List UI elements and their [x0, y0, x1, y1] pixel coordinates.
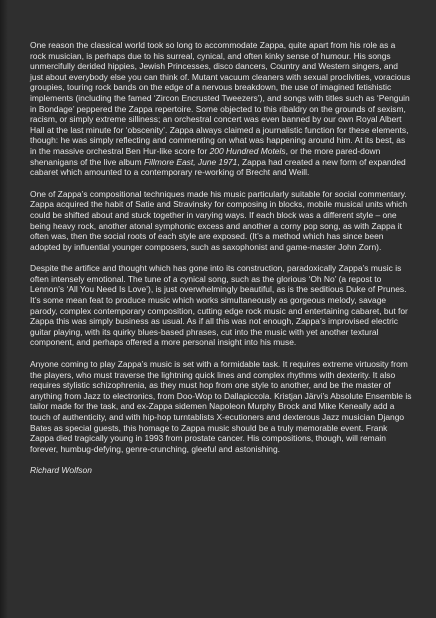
- paragraph-1: [30, 40, 412, 178]
- article-body: [30, 40, 412, 476]
- paragraph-3: [30, 263, 412, 348]
- p4-text: Anyone coming to play Zappa’s music is set with a formidable task. It requires extreme virtuosity from the players, who must traverse the lightning quick lines and complex rhythms with dexterity. It also requires stylistic schizophrenia, as they must hop from one style to another, and be the master of anything from Jazz to electronics, from Doo-Wop to Dallapiccola. Kristjan Järvi’s Absolute Ensemble is tailor made for the task, and ex-Zappa sidemen Napoleon Murphy Brock and Mike Keneally add a touch of authenticity, and with hip-hop turntablists X-ecutioners and dexterous Jazz musician Django Bates as special guests, this homage to Zappa music should be a truly memorable event. Frank Zappa died tragically young in 1993 from prostate cancer. His compositions, though, will remain forever, humbug-defying, genre-crunching, gleeful and astonishing.: [30, 359, 412, 454]
- p3-text: Despite the artifice and thought which has gone into its construction, paradoxically Zappa’s music is often intensely emotional. The tune of a cynical song, such as the glorious ‘Oh No’ (a repost to Lennon’s ‘All You Need Is Love’), is just overwhelmingly beautiful, as is the seditious Duke of Prunes. It’s some mean feat to produce music which works simultaneously as gorgeous melody, savage parody, complex contemporary composition, cutting edge rock music and entertaining cabaret, but for Zappa this was simply business as usual. As if all this was not enough, Zappa’s improvised electric guitar playing, with its quirky blues-based phrases, cut into the music with yet another textural component, and perhaps offered a more personal insight into his muse.: [30, 263, 408, 348]
- p2-text: One of Zappa’s compositional techniques made his music particularly suitable for social commentary. Zappa acquired the habit of Satie and Stravinsky for composing in blocks, mobile musical units which could be shifted about and stuck together in varying ways. If each block was a different style – one being heavy rock, another atonal symphonic excess and another a corny pop song, as with Zappa it often was, then the social roots of each style are exposed. (It’s a method which has since been adopted by influential younger composers, such as saxophonist and game-master John Zorn).: [30, 188, 408, 252]
- p1-text-3: , Zappa had created a new form of expanded cabaret which amounted to a contemporary re-working of Brecht and Weill.: [30, 156, 406, 178]
- p1-album-title-fillmore: Fillmore East, June 1971: [143, 156, 238, 167]
- paragraph-2: [30, 189, 412, 253]
- paragraph-4: [30, 359, 412, 454]
- author-signature: Richard Wolfson: [30, 465, 92, 476]
- page-edge-shadow: [0, 0, 8, 618]
- p1-text-1: One reason the classical world took so long to accommodate Zappa, quite apart from his role as a rock musician, is perhaps due to his surreal, cynical, and often kinky sense of humour. His songs unmercifully derided hippies, Jewish Princesses, disco dancers, Country and Western singers, and just about everybody else you can think of. Mutant vacuum cleaners with sexual proclivities, voracious groupies, touring rock bands on the edge of a nervous breakdown, the use of imagined fetishistic implements (including the famed ‘Zircon Encrusted Tweezers’), and songs with titles such as ‘Penguin in Bondage’ peppered the Zappa repertoire. Some objected to this ribaldry on the grounds of sexism, racism, or simply extreme silliness; an orchestral concert was even banned by our own Royal Albert Hall at the last minute for ‘obscenity’. Zappa always claimed a journalistic function for these elements, though: he was simply reflecting and commenting on what was happening around him. At its best, as in the massive orchestral Ben Hur-like score for: [30, 40, 411, 156]
- p1-text-2: , or the more pared-down shenanigans of the live album: [30, 145, 381, 167]
- p1-album-title-200-motels: 200 Hundred Motels: [209, 145, 286, 156]
